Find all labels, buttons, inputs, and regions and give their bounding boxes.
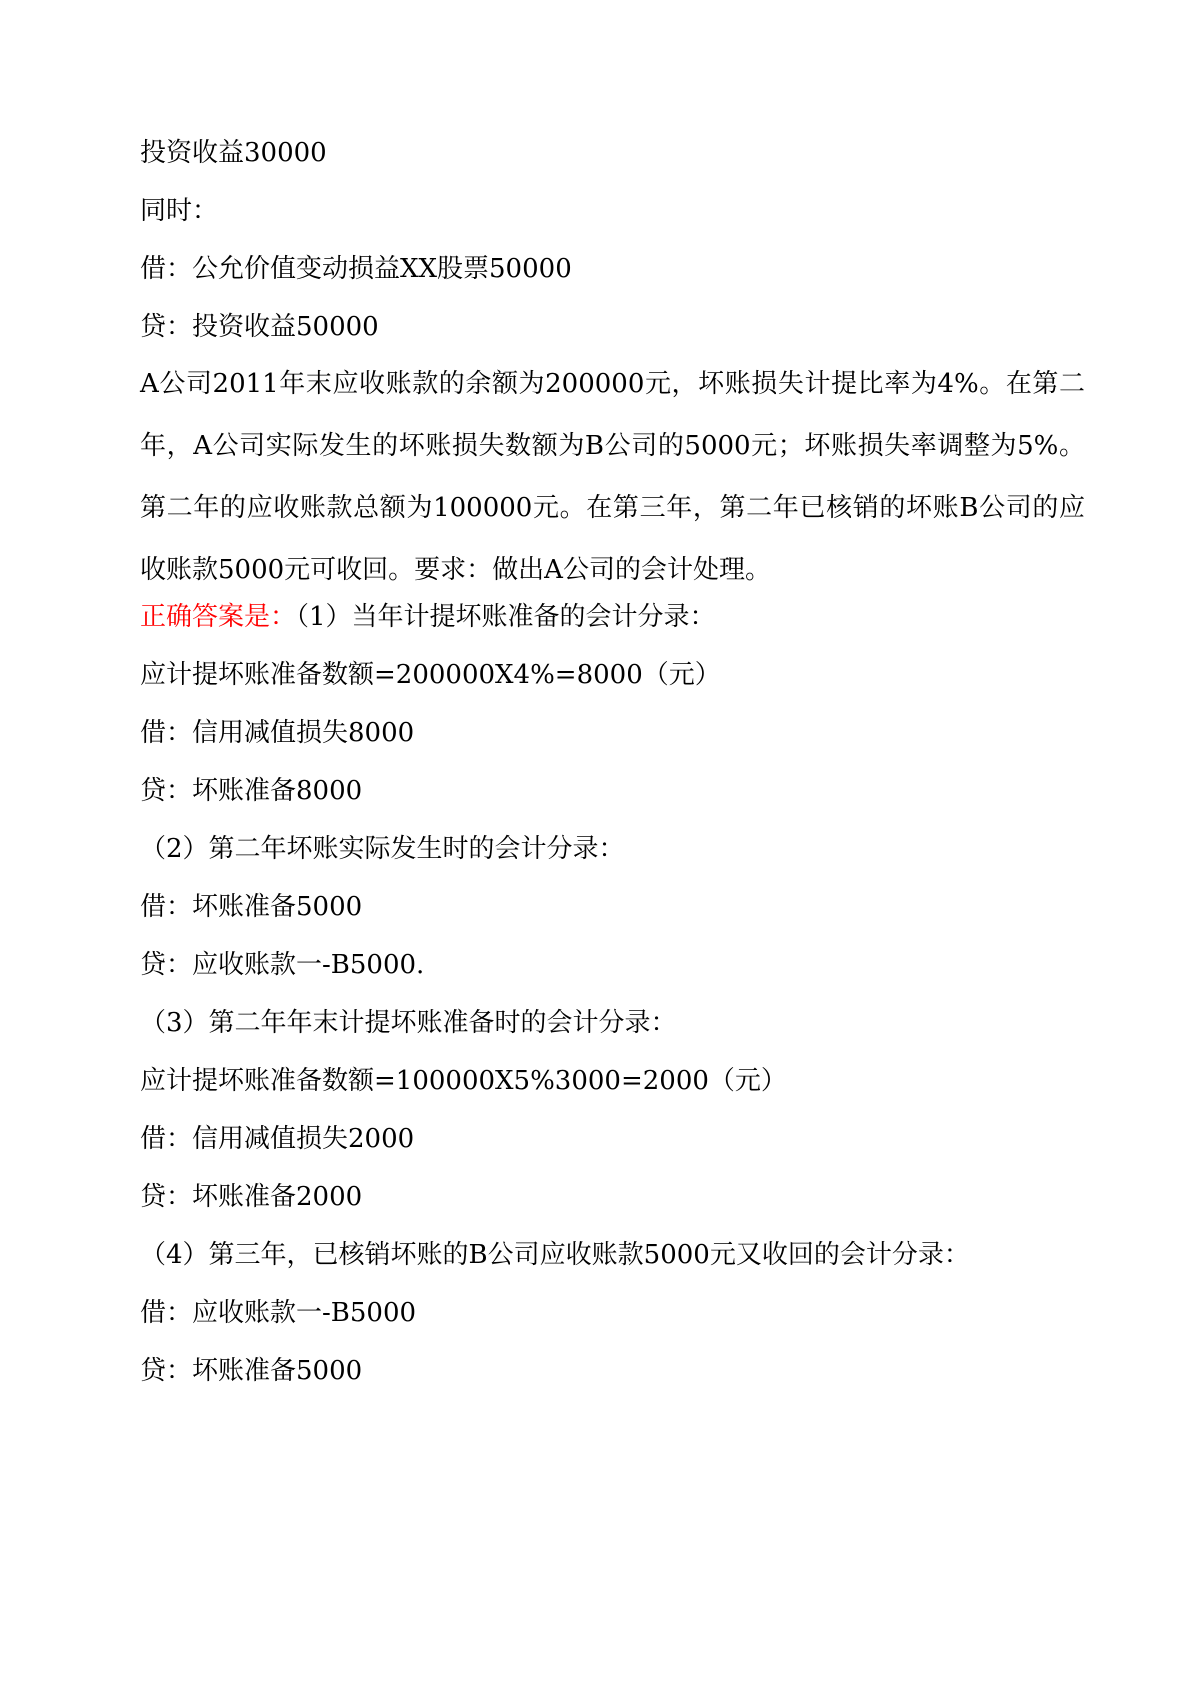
answer-line: 应计提坏账准备数额=200000X4%=8000（元） bbox=[140, 660, 721, 690]
question-paragraph: A公司2011年末应收账款的余额为200000元，坏账损失计提比率为4%。在第二年，A公司实际发生的坏账损失数额为B公司的5000元；坏账损失率调整为5%。第二年的应收账款总额为100000元。在第三年，第二年已核销的坏账B公司的应收账款5000元可收回。要求：做出A公司的会计处理。 bbox=[140, 369, 1085, 585]
text-line: 贷：投资收益50000 bbox=[140, 312, 379, 342]
answer-line: 借：坏账准备5000 bbox=[140, 892, 363, 922]
answer-first-step: （1）当年计提坏账准备的会计分录： bbox=[296, 602, 716, 632]
answer-line: 应计提坏账准备数额=100000X5%3000=2000（元） bbox=[140, 1066, 787, 1096]
answer-line: 贷：应收账款一-B5000. bbox=[140, 950, 425, 980]
answer-line: （2）第二年坏账实际发生时的会计分录： bbox=[140, 834, 625, 864]
answer-line: 借：信用减值损失8000 bbox=[140, 718, 415, 748]
answer-heading bbox=[140, 600, 716, 634]
answer-line: 贷：坏账准备5000 bbox=[140, 1356, 363, 1386]
answer-line: 贷：坏账准备8000 bbox=[140, 776, 363, 806]
answer-line: （4）第三年，已核销坏账的B公司应收账款5000元又收回的会计分录： bbox=[140, 1240, 970, 1270]
answer-line: 借：应收账款一-B5000 bbox=[140, 1298, 417, 1328]
text-line: 同时： bbox=[140, 196, 219, 226]
answer-line: （3）第二年年末计提坏账准备时的会计分录： bbox=[140, 1008, 677, 1038]
answer-line: 借：信用减值损失2000 bbox=[140, 1124, 415, 1154]
answer-label: 正确答案是： bbox=[140, 602, 297, 632]
answer-line: 贷：坏账准备2000 bbox=[140, 1182, 363, 1212]
text-line: 投资收益30000 bbox=[140, 138, 327, 168]
text-line: 借：公允价值变动损益XX股票50000 bbox=[140, 254, 572, 284]
